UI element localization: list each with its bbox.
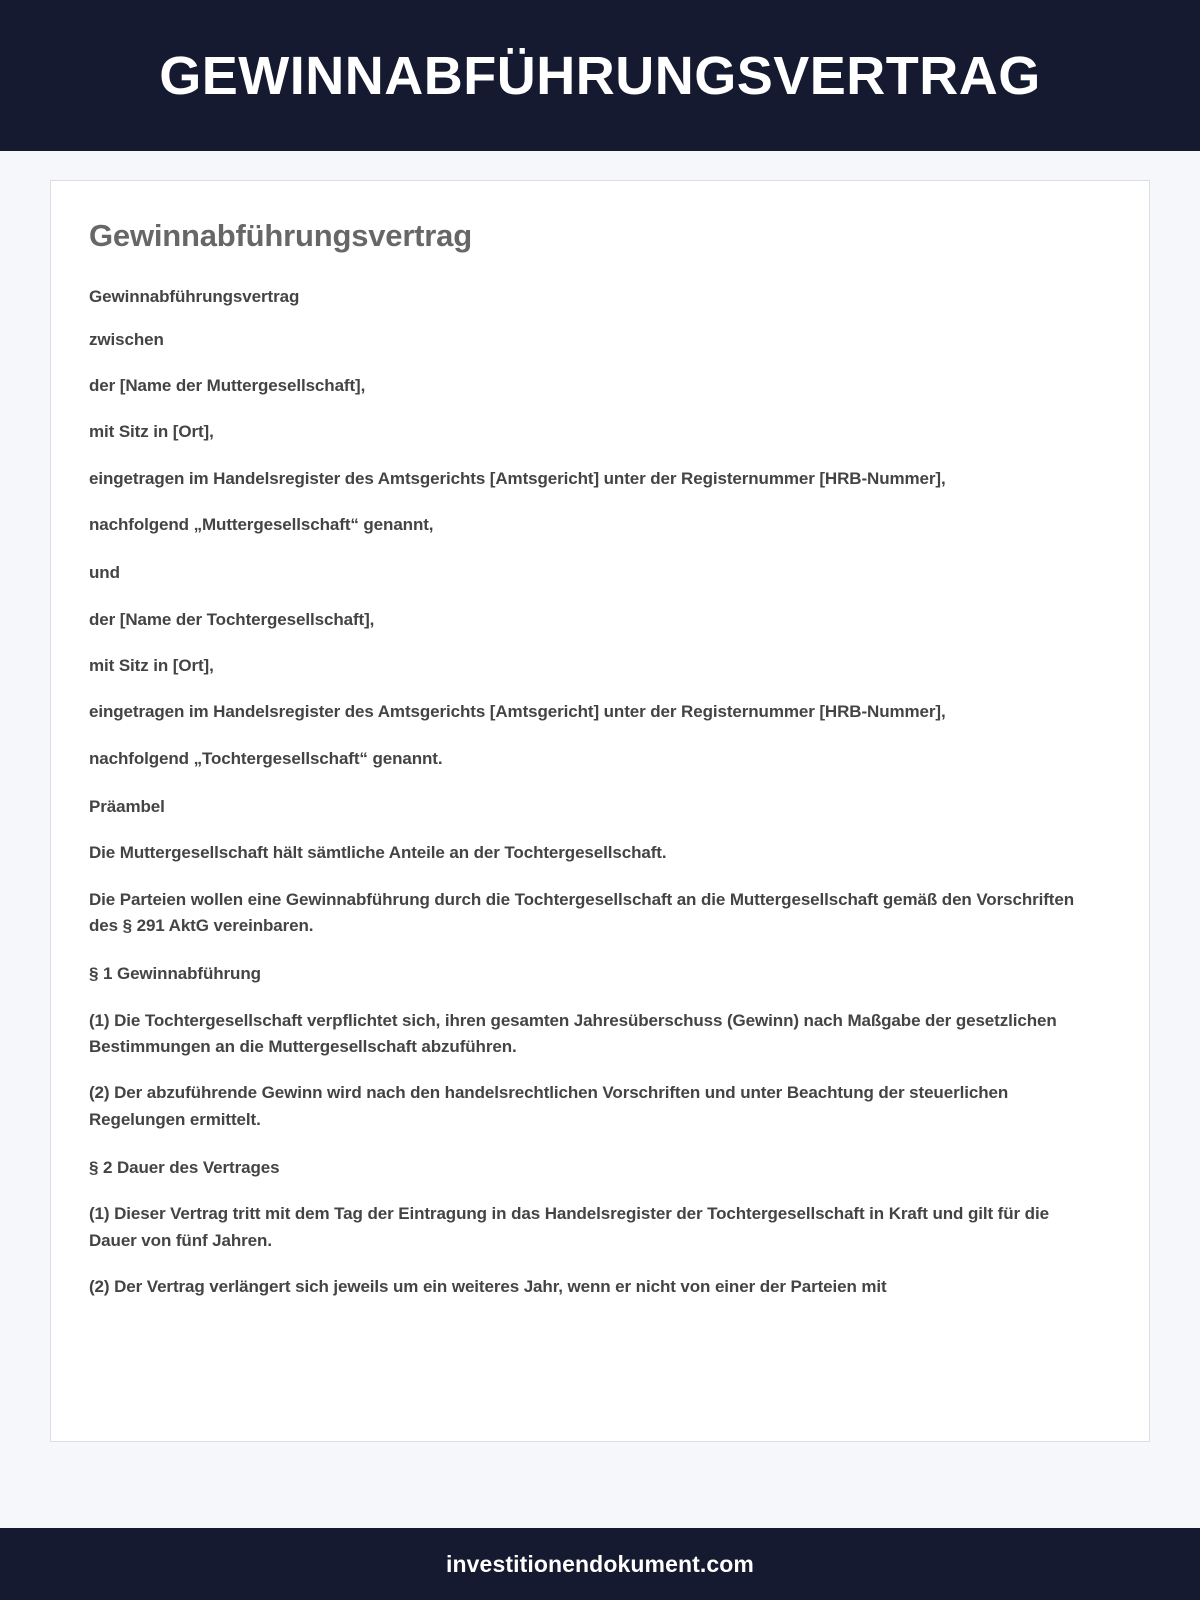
document-paragraph: der [Name der Tochtergesellschaft], bbox=[89, 609, 375, 629]
document-paragraph: eingetragen im Handelsregister des Amtsgerichts [Amtsgericht] unter der Registernummer [HRB-Nummer], bbox=[89, 468, 946, 488]
document-paragraph: eingetragen im Handelsregister des Amtsgerichts [Amtsgericht] unter der Registernummer [HRB-Nummer], bbox=[89, 702, 946, 722]
document-paragraph: (1) Die Tochtergesellschaft verpflichtet sich, ihren gesamten Jahresüberschuss (Gewinn) nach Maßgabe der gesetzlichen Bestimmungen an die Muttergesellschaft abzuführen. bbox=[89, 1010, 1057, 1057]
document-title: Gewinnabführungsvertrag bbox=[89, 218, 472, 253]
document-paragraph: nachfolgend „Tochtergesellschaft“ genannt. bbox=[89, 748, 443, 768]
document-paragraph: (2) Der abzuführende Gewinn wird nach den handelsrechtlichen Vorschriften und unter Beachtung der steuerlichen Regelungen ermittelt. bbox=[89, 1083, 1009, 1129]
page-header-title: GEWINNABFÜHRUNGSVERTRAG bbox=[159, 45, 1041, 106]
document-section-heading: § 1 Gewinnabführung bbox=[89, 964, 261, 984]
document-section-heading: Präambel bbox=[89, 796, 165, 816]
document-page-area bbox=[0, 151, 1200, 1528]
document-paragraph: der [Name der Muttergesellschaft], bbox=[89, 375, 366, 395]
document-section-heading: § 2 Dauer des Vertrages bbox=[89, 1158, 280, 1178]
document-paragraph: und bbox=[89, 563, 120, 583]
document-paragraph: Die Muttergesellschaft hält sämtliche Anteile an der Tochtergesellschaft. bbox=[89, 843, 667, 863]
document-paragraph: nachfolgend „Muttergesellschaft“ genannt, bbox=[89, 514, 434, 534]
document-card bbox=[50, 180, 1150, 1442]
page-footer-banner bbox=[0, 1528, 1200, 1600]
document-content bbox=[51, 181, 1149, 1300]
footer-site-name: investitionendokument.com bbox=[446, 1550, 754, 1577]
document-paragraph: mit Sitz in [Ort], bbox=[89, 655, 214, 675]
document-paragraph: Gewinnabführungsvertrag bbox=[89, 287, 300, 307]
document-paragraph: Die Parteien wollen eine Gewinnabführung durch die Tochtergesellschaft an die Muttergesellschaft gemäß den Vorschriften des § 291 AktG vereinbaren. bbox=[89, 889, 1074, 935]
document-paragraph: zwischen bbox=[89, 329, 164, 349]
document-paragraph: (1) Dieser Vertrag tritt mit dem Tag der Eintragung in das Handelsregister der Tochtergesellschaft in Kraft und gilt für die Dauer von fünf Jahren. bbox=[89, 1204, 1049, 1250]
page-header-banner bbox=[0, 0, 1200, 151]
document-paragraph: (2) Der Vertrag verlängert sich jeweils um ein weiteres Jahr, wenn er nicht von einer der Parteien mit bbox=[89, 1277, 887, 1297]
document-paragraph: mit Sitz in [Ort], bbox=[89, 422, 214, 442]
